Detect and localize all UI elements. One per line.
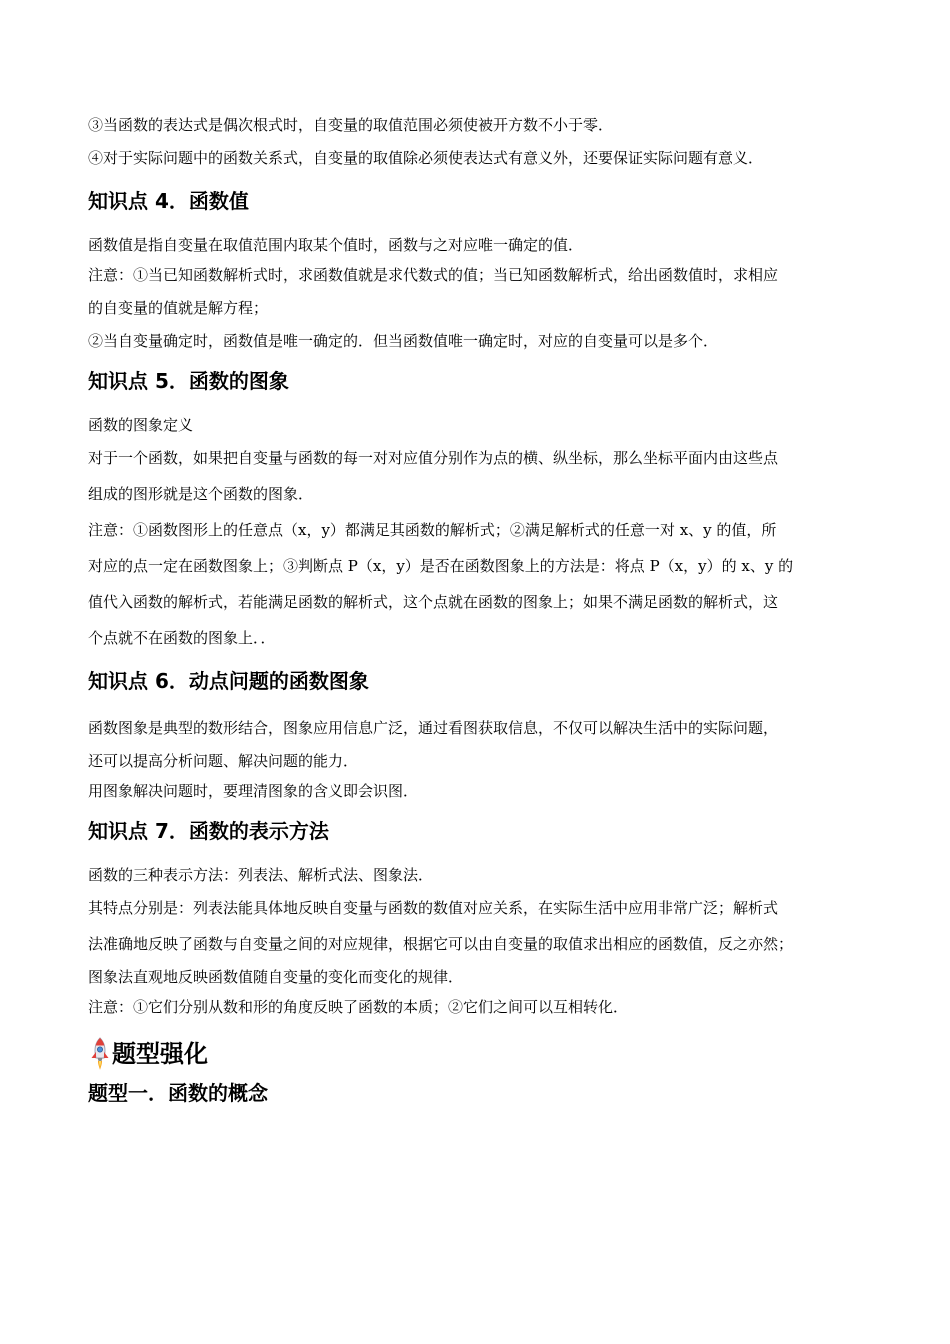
k5-note-line-2: 对应的点一定在函数图象上；③判断点 P（x，y）是否在函数图象上的方法是：将点 P（x，y）的 x、y 的 bbox=[88, 557, 794, 575]
subsection-title: 题型一．函数的概念 bbox=[88, 1081, 268, 1105]
k5-def-line-1: 对于一个函数，如果把自变量与函数的每一对对应值分别作为点的横、纵坐标，那么坐标平面内由这些点 bbox=[88, 449, 779, 467]
k6-line-3: 用图象解决问题时，要理清图象的含义即会识图． bbox=[88, 782, 419, 800]
k7-line-1: 函数的三种表示方法：列表法、解析式法、图象法． bbox=[88, 866, 434, 884]
k4-note-2: ②当自变量确定时，函数值是唯一确定的．但当函数值唯一确定时，对应的自变量可以是多个． bbox=[88, 332, 719, 350]
heading-knowledge-6: 知识点 6．动点问题的函数图象 bbox=[88, 669, 369, 693]
k7-note: 注意：①它们分别从数和形的角度反映了函数的本质；②它们之间可以互相转化． bbox=[88, 998, 629, 1016]
k4-note-line-2: 的自变量的值就是解方程； bbox=[88, 299, 269, 317]
k6-line-1: 函数图象是典型的数形结合，图象应用信息广泛，通过看图获取信息，不仅可以解决生活中的实际问题， bbox=[88, 719, 779, 737]
heading-knowledge-5: 知识点 5．函数的图象 bbox=[88, 369, 289, 393]
document-page bbox=[88, 110, 878, 1122]
k5-note-line-1: 注意：①函数图形上的任意点（x，y）都满足其函数的解析式；②满足解析式的任意一对 x、y 的值，所 bbox=[88, 521, 777, 539]
section-title-text: 题型强化 bbox=[112, 1040, 208, 1068]
section-title bbox=[88, 1036, 878, 1072]
k4-note-line-1: 注意：①当已知函数解析式时，求函数值就是求代数式的值；当已知函数解析式，给出函数值时，求相应 bbox=[88, 266, 779, 284]
k5-definition-label: 函数的图象定义 bbox=[88, 416, 194, 434]
k4-definition: 函数值是指自变量在取值范围内取某个值时，函数与之对应唯一确定的值． bbox=[88, 236, 584, 254]
k5-note-line-4: 个点就不在函数的图象上．． bbox=[88, 629, 276, 647]
rocket-icon bbox=[88, 1036, 112, 1072]
rule-3-text: ③当函数的表达式是偶次根式时，自变量的取值范围必须使被开方数不小于零． bbox=[88, 116, 614, 134]
rule-4-text: ④对于实际问题中的函数关系式，自变量的取值除必须使表达式有意义外，还要保证实际问题有意义． bbox=[88, 149, 764, 167]
heading-knowledge-4: 知识点 4．函数值 bbox=[88, 189, 249, 213]
k7-line-3: 法准确地反映了函数与自变量之间的对应规律，根据它可以由自变量的取值求出相应的函数值，反之亦然； bbox=[88, 935, 794, 953]
k5-note-line-3: 值代入函数的解析式，若能满足函数的解析式，这个点就在函数的图象上；如果不满足函数的解析式，这 bbox=[88, 593, 779, 611]
heading-knowledge-7: 知识点 7．函数的表示方法 bbox=[88, 819, 329, 843]
k7-line-2: 其特点分别是：列表法能具体地反映自变量与函数的数值对应关系，在实际生活中应用非常广泛；解析式 bbox=[88, 899, 779, 917]
k6-line-2: 还可以提高分析问题、解决问题的能力． bbox=[88, 752, 359, 770]
k5-def-line-2: 组成的图形就是这个函数的图象． bbox=[88, 485, 314, 503]
k7-line-4: 图象法直观地反映函数值随自变量的变化而变化的规律． bbox=[88, 968, 464, 986]
